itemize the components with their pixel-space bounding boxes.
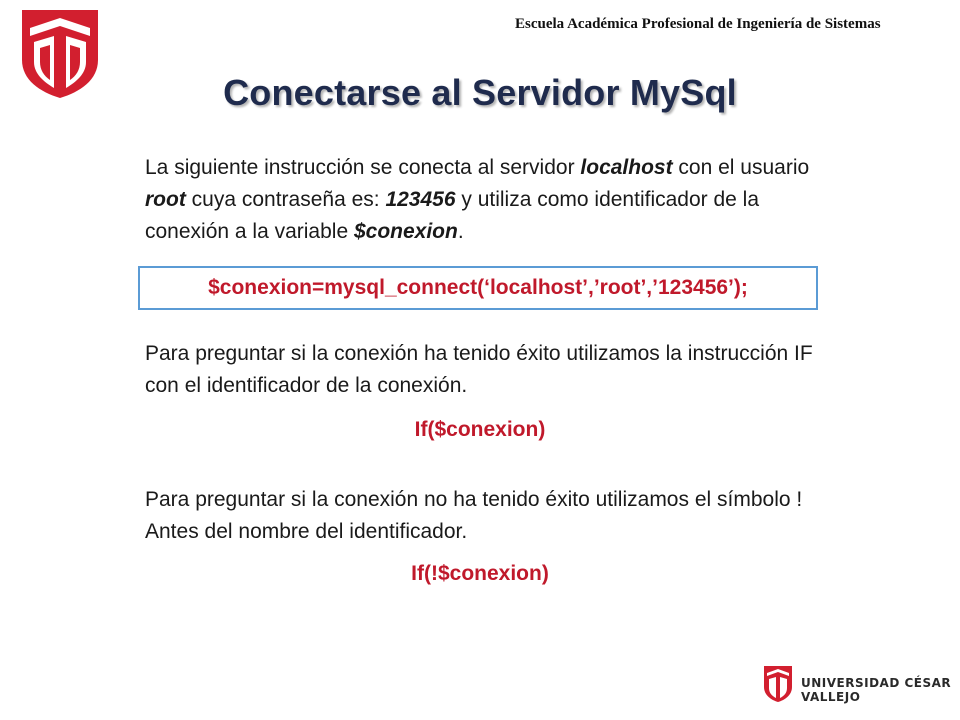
variable-name: $conexion [353, 220, 458, 243]
code-if: If($conexion) [414, 418, 546, 441]
text: cuya contraseña es: [185, 188, 386, 211]
text: La siguiente instrucción se conecta al servidor [145, 156, 581, 179]
password-value: 123456 [385, 188, 456, 211]
paragraph-connect [145, 152, 825, 248]
university-name-b: CÉSAR VALLEJO [801, 676, 952, 704]
paragraph-ifnot: Para preguntar si la conexión no ha tenido éxito utilizamos el símbolo ! Antes del nombre del identificador. [145, 488, 803, 543]
footer-shield-icon [763, 665, 793, 703]
code-ifnot: If(!$conexion) [411, 562, 549, 585]
text: con el usuario [672, 156, 810, 179]
university-name-a: UNIVERSIDAD [801, 676, 905, 690]
text: y utiliza como identificador de la conexión a la variable [145, 188, 760, 243]
school-name: Escuela Académica Profesional de Ingeniería de Sistemas [515, 16, 881, 32]
host-value: localhost [580, 156, 673, 179]
text: . [457, 220, 464, 243]
page-title: Conectarse al Servidor MySql [223, 72, 737, 113]
university-name [801, 676, 960, 704]
user-value: root [145, 188, 186, 211]
code-connect: $conexion=mysql_connect(‘localhost’,’root’,’123456’); [208, 276, 748, 299]
paragraph-if: Para preguntar si la conexión ha tenido éxito utilizamos la instrucción IF con el identificador de la conexión. [145, 342, 813, 397]
code-box-connect [138, 266, 818, 310]
